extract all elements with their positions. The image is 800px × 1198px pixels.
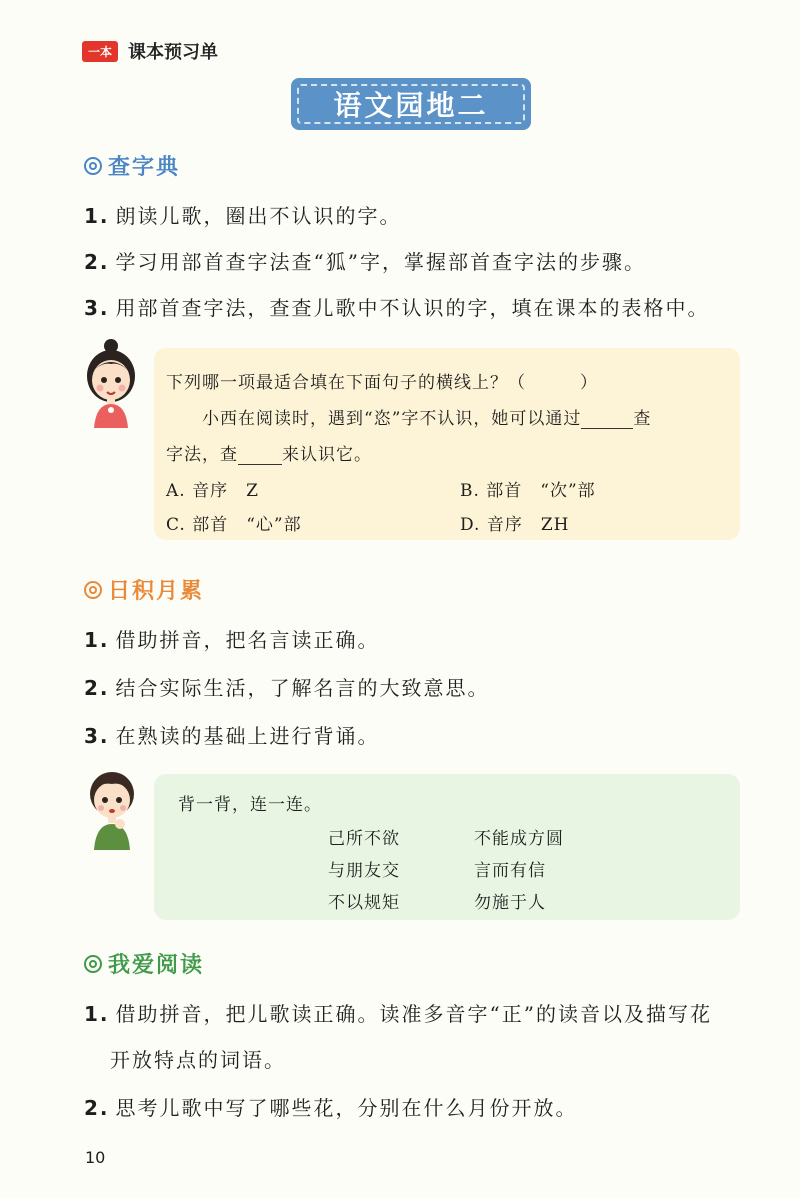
- list-item: [84, 200, 402, 229]
- item-text: 借助拼音，把儿歌读正确。读准多音字“正”的读音以及描写花: [115, 1002, 712, 1026]
- section-header-dictionary: [84, 150, 180, 181]
- section-header-accumulation: [84, 574, 204, 605]
- list-item: [84, 720, 380, 749]
- sentence-text: 来认识它。: [282, 445, 372, 465]
- answer-blank[interactable]: [238, 444, 282, 465]
- list-item: [84, 672, 490, 701]
- page-header: [82, 38, 218, 64]
- section-label: 我爱阅读: [108, 953, 205, 978]
- item-text: 学习用部首查字法查“狐”字，掌握部首查字法的步骤。: [115, 250, 646, 274]
- item-number: 1.: [84, 1002, 110, 1026]
- option-b[interactable]: B. 部首 “次”部: [460, 481, 596, 501]
- item-text: 思考儿歌中写了哪些花，分别在什么月份开放。: [115, 1096, 578, 1120]
- matching-left-item[interactable]: 与朋友交: [328, 861, 400, 881]
- item-text: 在熟读的基础上进行背诵。: [115, 724, 380, 748]
- option-d[interactable]: D. 音序 ZH: [460, 515, 570, 535]
- section-label: 日积月累: [108, 579, 205, 604]
- list-item-continuation: 开放特点的词语。: [110, 1048, 286, 1072]
- question-sentence-line2: [166, 440, 372, 465]
- page-title-banner: [293, 80, 529, 128]
- list-item: [84, 246, 646, 275]
- list-item: [84, 998, 712, 1027]
- list-item: [84, 1092, 578, 1121]
- item-text: 朗读儿歌，圈出不认识的字。: [115, 204, 402, 228]
- list-item: [84, 624, 380, 653]
- matching-prompt: 背一背，连一连。: [178, 795, 322, 815]
- item-number: 1.: [84, 204, 110, 228]
- page-title: 语文园地二: [333, 89, 489, 122]
- question-prompt: 下列哪一项最适合填在下面句子的横线上？（ ）: [166, 373, 598, 393]
- target-circle-icon: [84, 955, 102, 973]
- matching-right-item[interactable]: 勿施于人: [474, 893, 546, 913]
- matching-left-item[interactable]: 己所不欲: [328, 829, 400, 849]
- matching-right-item[interactable]: 不能成方圆: [474, 829, 564, 849]
- item-text: 借助拼音，把名言读正确。: [115, 628, 380, 652]
- sentence-text: 小西在阅读时，遇到“恣”字不认识，她可以通过: [202, 409, 582, 429]
- sentence-text: 字法，查: [166, 445, 238, 465]
- matching-left-item[interactable]: 不以规矩: [328, 893, 400, 913]
- list-item: [84, 292, 710, 321]
- target-circle-icon: [84, 157, 102, 175]
- answer-blank[interactable]: [581, 408, 633, 429]
- item-number: 2.: [84, 1096, 110, 1120]
- section-header-reading: [84, 948, 204, 979]
- item-number: 1.: [84, 628, 110, 652]
- target-circle-icon: [84, 581, 102, 599]
- item-number: 2.: [84, 250, 110, 274]
- item-text: 用部首查字法，查查儿歌中不认识的字，填在课本的表格中。: [115, 296, 710, 320]
- boy-character-icon: [82, 764, 142, 852]
- item-number: 3.: [84, 724, 110, 748]
- header-title: 课本预习单: [128, 42, 219, 63]
- question-sentence-line1: [202, 404, 651, 429]
- section-label: 查字典: [108, 155, 181, 180]
- page-number: 10: [85, 1148, 106, 1167]
- sentence-text: 查: [633, 409, 652, 429]
- item-number: 2.: [84, 676, 110, 700]
- option-c[interactable]: C. 部首 “心”部: [166, 515, 302, 535]
- girl-character-icon: [80, 338, 142, 430]
- item-text: 结合实际生活，了解名言的大致意思。: [115, 676, 490, 700]
- matching-right-item[interactable]: 言而有信: [474, 861, 546, 881]
- item-number: 3.: [84, 296, 110, 320]
- option-a[interactable]: A. 音序 Z: [166, 481, 259, 501]
- brand-logo: 一本: [82, 41, 118, 62]
